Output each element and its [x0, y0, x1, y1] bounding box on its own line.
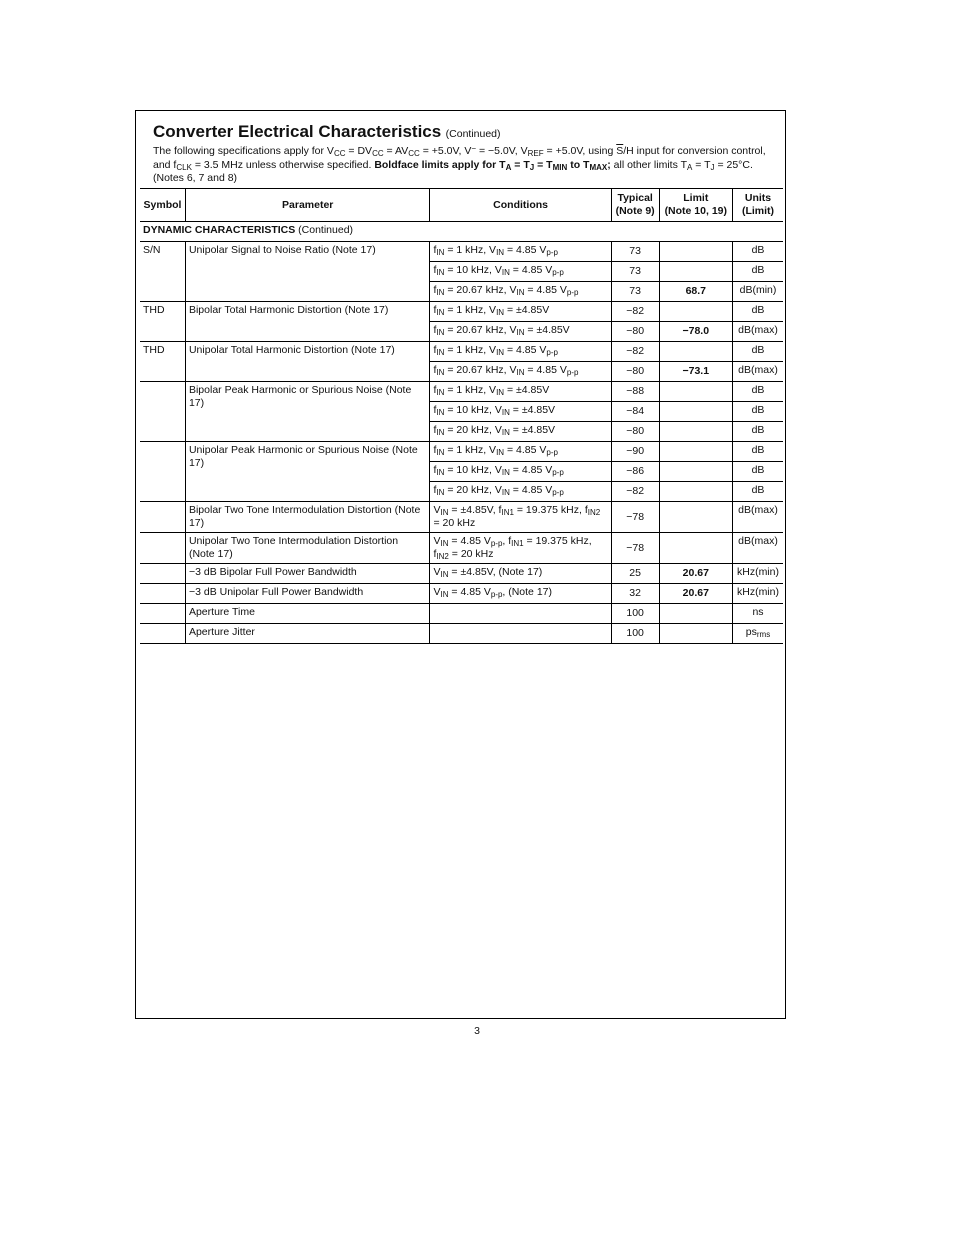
cell-typical: 73: [611, 242, 659, 262]
cell-limit: [659, 533, 732, 564]
table-row: [140, 533, 783, 564]
title-block: [153, 122, 773, 186]
cell-symbol: THD: [140, 342, 185, 382]
cell-units: kHz(min): [732, 564, 783, 584]
cell-parameter: Aperture Time: [185, 604, 430, 624]
cell-typical: 25: [611, 564, 659, 584]
cell-limit: [659, 342, 732, 362]
cell-limit: 68.7: [659, 282, 732, 302]
section-title: DYNAMIC CHARACTERISTICS: [143, 224, 296, 236]
cell-units: kHz(min): [732, 584, 783, 604]
table-row: [140, 382, 783, 402]
cell-units: dB(max): [732, 533, 783, 564]
cell-limit: [659, 442, 732, 462]
cell-units: dB: [732, 422, 783, 442]
cell-typical: −86: [611, 462, 659, 482]
cell-parameter: Bipolar Two Tone Intermodulation Distortion (Note 17): [185, 502, 430, 533]
cell-units: dB(max): [732, 362, 783, 382]
cell-limit: [659, 502, 732, 533]
cell-parameter: Aperture Jitter: [185, 624, 430, 644]
cell-parameter: Bipolar Peak Harmonic or Spurious Noise (Note 17): [185, 382, 430, 442]
header-typical: Typical (Note 9): [611, 189, 659, 222]
cell-units: dB(max): [732, 322, 783, 342]
page-frame: [135, 110, 786, 1019]
cell-limit: −73.1: [659, 362, 732, 382]
cell-symbol: [140, 533, 185, 564]
cell-parameter: −3 dB Bipolar Full Power Bandwidth: [185, 564, 430, 584]
cell-conditions: $f_{IN} = 1$ kHz, $V_{IN} = 4.85$ $V_{p-p}$: [430, 242, 611, 262]
cell-units: dB: [732, 462, 783, 482]
cell-typical: −78: [611, 502, 659, 533]
cell-parameter: Unipolar Signal to Noise Ratio (Note 17): [185, 242, 430, 302]
cell-conditions: $V_{IN} = 4.85$ $V_{p-p}$, $f_{IN1} = 19.375$ kHz, $f_{IN2} = 20$ kHz: [430, 533, 611, 564]
cell-units: dB: [732, 302, 783, 322]
table-row: [140, 242, 783, 262]
cell-limit: [659, 624, 732, 644]
cell-typical: −80: [611, 362, 659, 382]
spec-conditions-paragraph: The following specifications apply for $V_{CC} = DV_{CC} = AV_{CC} = +5.0V$, V− = −5.0V, $V_{REF} = +5.0V$, using $\overline{S}/H$ input for conversion control, and $f_{CLK} = 3.5$ MHz unless otherwise specified. Boldface limits apply for $T_A = T_J = T_{MIN}$ to $T_{MAX}$; all other limits $T_A = T_J = 25^\circ C$. (Notes 6, 7 and 8): [153, 144, 766, 184]
cell-typical: 100: [611, 624, 659, 644]
title-continued-note: (Continued): [445, 128, 501, 140]
cell-conditions: $f_{IN} = 20$ kHz, $V_{IN} = \pm 4.85V$: [430, 422, 611, 442]
table-row: [140, 342, 783, 362]
cell-conditions: $f_{IN} = 10$ kHz, $V_{IN} = 4.85$ $V_{p-p}$: [430, 262, 611, 282]
section-row: [140, 222, 783, 242]
header-conditions: Conditions: [430, 189, 611, 222]
cell-conditions: $V_{IN} = \pm 4.85V$, (Note 17): [430, 564, 611, 584]
cell-parameter: Unipolar Total Harmonic Distortion (Note 17): [185, 342, 430, 382]
cell-symbol: [140, 502, 185, 533]
table-row: [140, 604, 783, 624]
cell-typical: −78: [611, 533, 659, 564]
cell-parameter: −3 dB Unipolar Full Power Bandwidth: [185, 584, 430, 604]
cell-units: dB: [732, 442, 783, 462]
cell-typical: −90: [611, 442, 659, 462]
cell-typical: 100: [611, 604, 659, 624]
cell-units: dB: [732, 482, 783, 502]
cell-units: dB: [732, 402, 783, 422]
cell-units: dB(max): [732, 502, 783, 533]
cell-limit: [659, 604, 732, 624]
cell-conditions: $f_{IN} = 20$ kHz, $V_{IN} = 4.85$ $V_{p-p}$: [430, 482, 611, 502]
cell-units: dB: [732, 382, 783, 402]
table-row: [140, 502, 783, 533]
cell-units: dB: [732, 242, 783, 262]
cell-typical: −82: [611, 482, 659, 502]
cell-limit: [659, 422, 732, 442]
cell-symbol: [140, 624, 185, 644]
cell-limit: 20.67: [659, 584, 732, 604]
cell-conditions: $f_{IN} = 1$ kHz, $V_{IN} = 4.85$ $V_{p-p}$: [430, 342, 611, 362]
header-symbol: Symbol: [140, 189, 185, 222]
cell-limit: [659, 482, 732, 502]
cell-conditions: [430, 624, 611, 644]
header-units: Units (Limit): [732, 189, 783, 222]
table-row: [140, 564, 783, 584]
cell-symbol: THD: [140, 302, 185, 342]
cell-units: dB(min): [732, 282, 783, 302]
spec-table: [140, 188, 783, 644]
table-header-row: [140, 189, 783, 222]
cell-limit: [659, 302, 732, 322]
cell-limit: [659, 462, 732, 482]
spec-table-body: [140, 222, 783, 644]
cell-conditions: $f_{IN} = 20.67$ kHz, $V_{IN} = \pm 4.85V$: [430, 322, 611, 342]
cell-conditions: $f_{IN} = 20.67$ kHz, $V_{IN} = 4.85$ $V_{p-p}$: [430, 282, 611, 302]
cell-conditions: $V_{IN} = \pm 4.85V$, $f_{IN1} = 19.375$ kHz, $f_{IN2} = 20$ kHz: [430, 502, 611, 533]
cell-conditions: $f_{IN} = 1$ kHz, $V_{IN} = \pm 4.85V$: [430, 382, 611, 402]
cell-conditions: $f_{IN} = 1$ kHz, $V_{IN} = \pm 4.85V$: [430, 302, 611, 322]
cell-limit: 20.67: [659, 564, 732, 584]
cell-typical: −84: [611, 402, 659, 422]
table-row: [140, 624, 783, 644]
page-title: Converter Electrical Characteristics: [153, 122, 442, 141]
cell-limit: [659, 402, 732, 422]
cell-conditions: [430, 604, 611, 624]
table-row: [140, 302, 783, 322]
table-row: [140, 442, 783, 462]
page-number: 3: [474, 1025, 480, 1037]
cell-limit: −78.0: [659, 322, 732, 342]
cell-units: dB: [732, 262, 783, 282]
cell-conditions: $f_{IN} = 1$ kHz, $V_{IN} = 4.85$ $V_{p-p}$: [430, 442, 611, 462]
cell-typical: −80: [611, 422, 659, 442]
cell-conditions: $f_{IN} = 20.67$ kHz, $V_{IN} = 4.85$ $V_{p-p}$: [430, 362, 611, 382]
cell-symbol: S/N: [140, 242, 185, 302]
cell-parameter: Bipolar Total Harmonic Distortion (Note 17): [185, 302, 430, 342]
cell-typical: −80: [611, 322, 659, 342]
header-parameter: Parameter: [185, 189, 430, 222]
cell-symbol: [140, 442, 185, 502]
cell-parameter: Unipolar Two Tone Intermodulation Distortion (Note 17): [185, 533, 430, 564]
cell-units: dB: [732, 342, 783, 362]
section-continued-note: (Continued): [298, 224, 354, 236]
cell-units: $ps_{rms}$: [732, 624, 783, 644]
cell-units: ns: [732, 604, 783, 624]
cell-typical: −82: [611, 302, 659, 322]
cell-typical: −88: [611, 382, 659, 402]
cell-conditions: $V_{IN} = 4.85$ $V_{p-p}$, (Note 17): [430, 584, 611, 604]
cell-symbol: [140, 382, 185, 442]
title-line: [153, 122, 773, 144]
cell-typical: 73: [611, 282, 659, 302]
cell-conditions: $f_{IN} = 10$ kHz, $V_{IN} = \pm 4.85V$: [430, 402, 611, 422]
cell-conditions: $f_{IN} = 10$ kHz, $V_{IN} = 4.85$ $V_{p-p}$: [430, 462, 611, 482]
cell-limit: [659, 242, 732, 262]
cell-typical: −82: [611, 342, 659, 362]
table-row: [140, 584, 783, 604]
header-limit: Limit (Note 10, 19): [659, 189, 732, 222]
cell-typical: 32: [611, 584, 659, 604]
cell-parameter: Unipolar Peak Harmonic or Spurious Noise (Note 17): [185, 442, 430, 502]
cell-typical: 73: [611, 262, 659, 282]
cell-limit: [659, 262, 732, 282]
cell-symbol: [140, 604, 185, 624]
section-title-cell: [140, 222, 783, 242]
cell-limit: [659, 382, 732, 402]
cell-symbol: [140, 564, 185, 584]
cell-symbol: [140, 584, 185, 604]
